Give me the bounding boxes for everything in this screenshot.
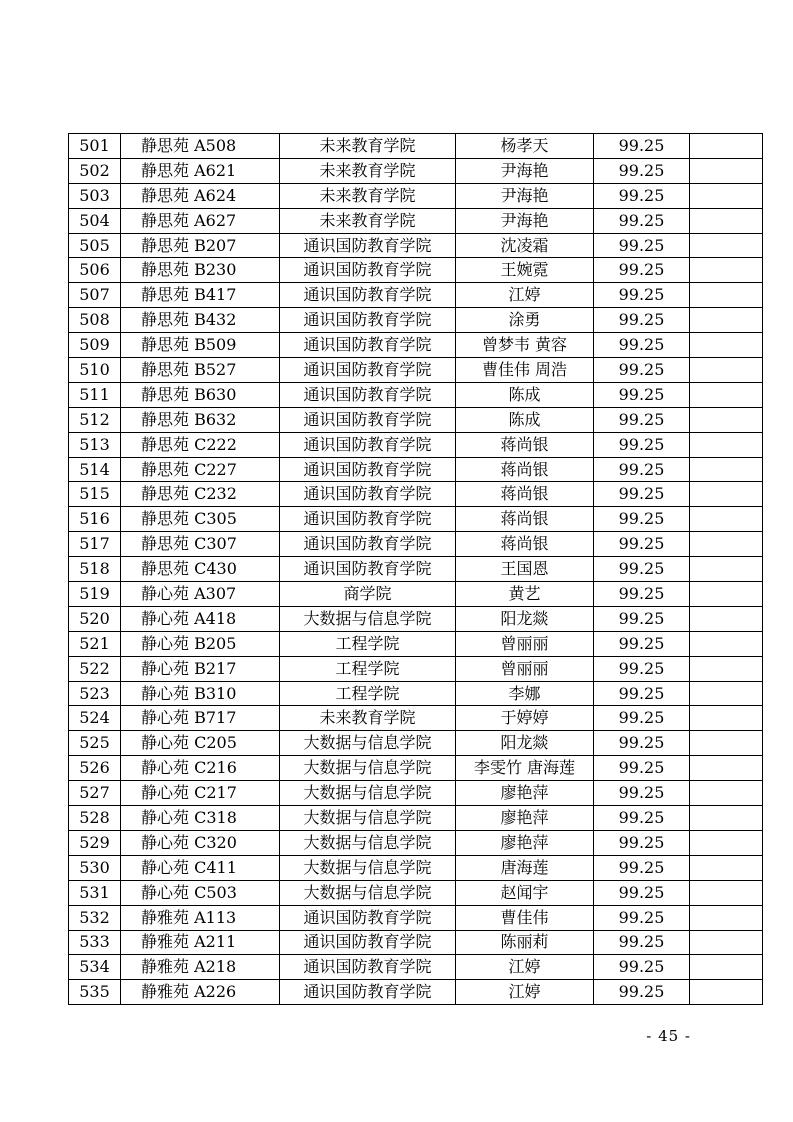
table-row (69, 806, 763, 831)
table-row (69, 706, 763, 731)
row-number-cell: 511 (69, 382, 121, 407)
table-row (69, 756, 763, 781)
score-cell: 99.25 (594, 756, 690, 781)
score-cell: 99.25 (594, 208, 690, 233)
note-cell (690, 656, 763, 681)
score-cell: 99.25 (594, 333, 690, 358)
college-cell: 商学院 (280, 582, 456, 607)
room-cell: 静思苑 B417 (121, 283, 280, 308)
table-row (69, 308, 763, 333)
table-row (69, 333, 763, 358)
note-cell (690, 158, 763, 183)
score-cell: 99.25 (594, 358, 690, 383)
person-cell: 曾梦韦 黄容 (456, 333, 594, 358)
person-cell: 曾丽丽 (456, 631, 594, 656)
table-row (69, 183, 763, 208)
room-cell: 静思苑 C430 (121, 557, 280, 582)
row-number-cell: 526 (69, 756, 121, 781)
college-cell: 通识国防教育学院 (280, 557, 456, 582)
note-cell (690, 880, 763, 905)
table-row (69, 258, 763, 283)
college-cell: 大数据与信息学院 (280, 731, 456, 756)
note-cell (690, 980, 763, 1005)
score-cell: 99.25 (594, 308, 690, 333)
note-cell (690, 731, 763, 756)
room-cell: 静心苑 C411 (121, 855, 280, 880)
college-cell: 通识国防教育学院 (280, 457, 456, 482)
person-cell: 陈成 (456, 382, 594, 407)
row-number-cell: 514 (69, 457, 121, 482)
college-cell: 通识国防教育学院 (280, 905, 456, 930)
row-number-cell: 535 (69, 980, 121, 1005)
room-cell: 静雅苑 A113 (121, 905, 280, 930)
table-row (69, 905, 763, 930)
table-row (69, 158, 763, 183)
college-cell: 通识国防教育学院 (280, 507, 456, 532)
row-number-cell: 501 (69, 134, 121, 159)
table-row (69, 855, 763, 880)
room-cell: 静心苑 B717 (121, 706, 280, 731)
table-row (69, 507, 763, 532)
row-number-cell: 505 (69, 233, 121, 258)
score-cell: 99.25 (594, 134, 690, 159)
room-cell: 静思苑 B432 (121, 308, 280, 333)
room-cell: 静思苑 C307 (121, 532, 280, 557)
room-cell: 静心苑 B217 (121, 656, 280, 681)
row-number-cell: 510 (69, 358, 121, 383)
room-cell: 静思苑 B630 (121, 382, 280, 407)
room-cell: 静思苑 B632 (121, 407, 280, 432)
room-cell: 静思苑 A621 (121, 158, 280, 183)
score-cell: 99.25 (594, 905, 690, 930)
row-number-cell: 516 (69, 507, 121, 532)
score-cell: 99.25 (594, 158, 690, 183)
room-cell: 静心苑 A418 (121, 606, 280, 631)
note-cell (690, 233, 763, 258)
room-cell: 静思苑 A508 (121, 134, 280, 159)
note-cell (690, 507, 763, 532)
score-cell: 99.25 (594, 258, 690, 283)
table-body (69, 134, 763, 1005)
note-cell (690, 930, 763, 955)
note-cell (690, 706, 763, 731)
score-cell: 99.25 (594, 482, 690, 507)
person-cell: 沈凌霜 (456, 233, 594, 258)
note-cell (690, 482, 763, 507)
note-cell (690, 358, 763, 383)
note-cell (690, 681, 763, 706)
college-cell: 通识国防教育学院 (280, 407, 456, 432)
row-number-cell: 509 (69, 333, 121, 358)
college-cell: 通识国防教育学院 (280, 283, 456, 308)
table-row (69, 830, 763, 855)
table-row (69, 681, 763, 706)
person-cell: 蒋尚银 (456, 532, 594, 557)
score-cell: 99.25 (594, 233, 690, 258)
score-cell: 99.25 (594, 532, 690, 557)
person-cell: 唐海莲 (456, 855, 594, 880)
row-number-cell: 533 (69, 930, 121, 955)
table-row (69, 382, 763, 407)
college-cell: 大数据与信息学院 (280, 806, 456, 831)
college-cell: 未来教育学院 (280, 706, 456, 731)
table-row (69, 457, 763, 482)
person-cell: 王婉霓 (456, 258, 594, 283)
table-row (69, 980, 763, 1005)
dormitory-score-table (68, 133, 763, 1005)
score-cell: 99.25 (594, 731, 690, 756)
person-cell: 王国恩 (456, 557, 594, 582)
table-row (69, 407, 763, 432)
note-cell (690, 606, 763, 631)
table-row (69, 880, 763, 905)
person-cell: 蒋尚银 (456, 507, 594, 532)
row-number-cell: 529 (69, 830, 121, 855)
note-cell (690, 532, 763, 557)
college-cell: 工程学院 (280, 631, 456, 656)
college-cell: 大数据与信息学院 (280, 880, 456, 905)
room-cell: 静思苑 C227 (121, 457, 280, 482)
score-cell: 99.25 (594, 582, 690, 607)
row-number-cell: 504 (69, 208, 121, 233)
college-cell: 通识国防教育学院 (280, 233, 456, 258)
score-cell: 99.25 (594, 681, 690, 706)
score-cell: 99.25 (594, 855, 690, 880)
row-number-cell: 523 (69, 681, 121, 706)
note-cell (690, 333, 763, 358)
note-cell (690, 955, 763, 980)
score-cell: 99.25 (594, 557, 690, 582)
college-cell: 通识国防教育学院 (280, 432, 456, 457)
room-cell: 静心苑 C217 (121, 781, 280, 806)
note-cell (690, 830, 763, 855)
note-cell (690, 855, 763, 880)
person-cell: 廖艳萍 (456, 830, 594, 855)
college-cell: 通识国防教育学院 (280, 333, 456, 358)
college-cell: 未来教育学院 (280, 134, 456, 159)
note-cell (690, 258, 763, 283)
table-row (69, 532, 763, 557)
row-number-cell: 527 (69, 781, 121, 806)
score-cell: 99.25 (594, 955, 690, 980)
person-cell: 廖艳萍 (456, 781, 594, 806)
score-cell: 99.25 (594, 507, 690, 532)
room-cell: 静思苑 A624 (121, 183, 280, 208)
row-number-cell: 520 (69, 606, 121, 631)
note-cell (690, 756, 763, 781)
college-cell: 通识国防教育学院 (280, 980, 456, 1005)
row-number-cell: 525 (69, 731, 121, 756)
college-cell: 大数据与信息学院 (280, 606, 456, 631)
person-cell: 杨孝天 (456, 134, 594, 159)
score-cell: 99.25 (594, 283, 690, 308)
person-cell: 曾丽丽 (456, 656, 594, 681)
row-number-cell: 530 (69, 855, 121, 880)
room-cell: 静心苑 C503 (121, 880, 280, 905)
person-cell: 李雯竹 唐海莲 (456, 756, 594, 781)
room-cell: 静思苑 B230 (121, 258, 280, 283)
person-cell: 阳龙燚 (456, 731, 594, 756)
row-number-cell: 531 (69, 880, 121, 905)
score-cell: 99.25 (594, 457, 690, 482)
score-cell: 99.25 (594, 980, 690, 1005)
person-cell: 于婷婷 (456, 706, 594, 731)
college-cell: 工程学院 (280, 656, 456, 681)
note-cell (690, 208, 763, 233)
table-row (69, 482, 763, 507)
room-cell: 静心苑 C216 (121, 756, 280, 781)
score-cell: 99.25 (594, 880, 690, 905)
person-cell: 曹佳伟 (456, 905, 594, 930)
row-number-cell: 532 (69, 905, 121, 930)
score-cell: 99.25 (594, 382, 690, 407)
college-cell: 工程学院 (280, 681, 456, 706)
college-cell: 通识国防教育学院 (280, 308, 456, 333)
person-cell: 江婷 (456, 283, 594, 308)
room-cell: 静心苑 A307 (121, 582, 280, 607)
college-cell: 大数据与信息学院 (280, 781, 456, 806)
room-cell: 静思苑 B527 (121, 358, 280, 383)
person-cell: 赵闻宇 (456, 880, 594, 905)
note-cell (690, 806, 763, 831)
row-number-cell: 534 (69, 955, 121, 980)
college-cell: 通识国防教育学院 (280, 382, 456, 407)
row-number-cell: 528 (69, 806, 121, 831)
college-cell: 通识国防教育学院 (280, 482, 456, 507)
dormitory-score-table-container (68, 133, 763, 1005)
note-cell (690, 631, 763, 656)
room-cell: 静心苑 C205 (121, 731, 280, 756)
room-cell: 静心苑 C320 (121, 830, 280, 855)
row-number-cell: 515 (69, 482, 121, 507)
table-row (69, 358, 763, 383)
note-cell (690, 134, 763, 159)
room-cell: 静心苑 B205 (121, 631, 280, 656)
score-cell: 99.25 (594, 183, 690, 208)
person-cell: 廖艳萍 (456, 806, 594, 831)
score-cell: 99.25 (594, 781, 690, 806)
person-cell: 李娜 (456, 681, 594, 706)
score-cell: 99.25 (594, 806, 690, 831)
note-cell (690, 582, 763, 607)
room-cell: 静思苑 C232 (121, 482, 280, 507)
college-cell: 通识国防教育学院 (280, 358, 456, 383)
table-row (69, 631, 763, 656)
room-cell: 静心苑 C318 (121, 806, 280, 831)
college-cell: 通识国防教育学院 (280, 930, 456, 955)
person-cell: 江婷 (456, 980, 594, 1005)
college-cell: 未来教育学院 (280, 183, 456, 208)
person-cell: 涂勇 (456, 308, 594, 333)
note-cell (690, 457, 763, 482)
college-cell: 大数据与信息学院 (280, 756, 456, 781)
row-number-cell: 502 (69, 158, 121, 183)
row-number-cell: 517 (69, 532, 121, 557)
room-cell: 静雅苑 A211 (121, 930, 280, 955)
row-number-cell: 506 (69, 258, 121, 283)
score-cell: 99.25 (594, 830, 690, 855)
college-cell: 通识国防教育学院 (280, 532, 456, 557)
score-cell: 99.25 (594, 930, 690, 955)
person-cell: 尹海艳 (456, 158, 594, 183)
row-number-cell: 518 (69, 557, 121, 582)
person-cell: 蒋尚银 (456, 482, 594, 507)
note-cell (690, 432, 763, 457)
person-cell: 曹佳伟 周浩 (456, 358, 594, 383)
note-cell (690, 557, 763, 582)
room-cell: 静思苑 C222 (121, 432, 280, 457)
score-cell: 99.25 (594, 407, 690, 432)
table-row (69, 557, 763, 582)
page-number: - 45 - (646, 1027, 691, 1045)
person-cell: 陈丽莉 (456, 930, 594, 955)
room-cell: 静思苑 B509 (121, 333, 280, 358)
row-number-cell: 513 (69, 432, 121, 457)
table-row (69, 233, 763, 258)
college-cell: 大数据与信息学院 (280, 855, 456, 880)
person-cell: 尹海艳 (456, 183, 594, 208)
row-number-cell: 519 (69, 582, 121, 607)
person-cell: 蒋尚银 (456, 457, 594, 482)
college-cell: 通识国防教育学院 (280, 955, 456, 980)
note-cell (690, 308, 763, 333)
note-cell (690, 283, 763, 308)
room-cell: 静雅苑 A218 (121, 955, 280, 980)
row-number-cell: 507 (69, 283, 121, 308)
score-cell: 99.25 (594, 631, 690, 656)
table-row (69, 208, 763, 233)
score-cell: 99.25 (594, 706, 690, 731)
person-cell: 江婷 (456, 955, 594, 980)
table-row (69, 582, 763, 607)
table-row (69, 930, 763, 955)
college-cell: 未来教育学院 (280, 208, 456, 233)
row-number-cell: 524 (69, 706, 121, 731)
row-number-cell: 503 (69, 183, 121, 208)
room-cell: 静心苑 B310 (121, 681, 280, 706)
row-number-cell: 522 (69, 656, 121, 681)
college-cell: 大数据与信息学院 (280, 830, 456, 855)
room-cell: 静雅苑 A226 (121, 980, 280, 1005)
room-cell: 静思苑 C305 (121, 507, 280, 532)
row-number-cell: 521 (69, 631, 121, 656)
note-cell (690, 382, 763, 407)
table-row (69, 781, 763, 806)
note-cell (690, 905, 763, 930)
row-number-cell: 512 (69, 407, 121, 432)
score-cell: 99.25 (594, 656, 690, 681)
table-row (69, 955, 763, 980)
note-cell (690, 183, 763, 208)
row-number-cell: 508 (69, 308, 121, 333)
table-row (69, 283, 763, 308)
table-row (69, 134, 763, 159)
college-cell: 通识国防教育学院 (280, 258, 456, 283)
score-cell: 99.25 (594, 432, 690, 457)
person-cell: 尹海艳 (456, 208, 594, 233)
room-cell: 静思苑 B207 (121, 233, 280, 258)
score-cell: 99.25 (594, 606, 690, 631)
table-row (69, 432, 763, 457)
note-cell (690, 781, 763, 806)
table-row (69, 606, 763, 631)
note-cell (690, 407, 763, 432)
person-cell: 阳龙燚 (456, 606, 594, 631)
table-row (69, 731, 763, 756)
college-cell: 未来教育学院 (280, 158, 456, 183)
room-cell: 静思苑 A627 (121, 208, 280, 233)
table-row (69, 656, 763, 681)
person-cell: 陈成 (456, 407, 594, 432)
person-cell: 蒋尚银 (456, 432, 594, 457)
person-cell: 黄艺 (456, 582, 594, 607)
